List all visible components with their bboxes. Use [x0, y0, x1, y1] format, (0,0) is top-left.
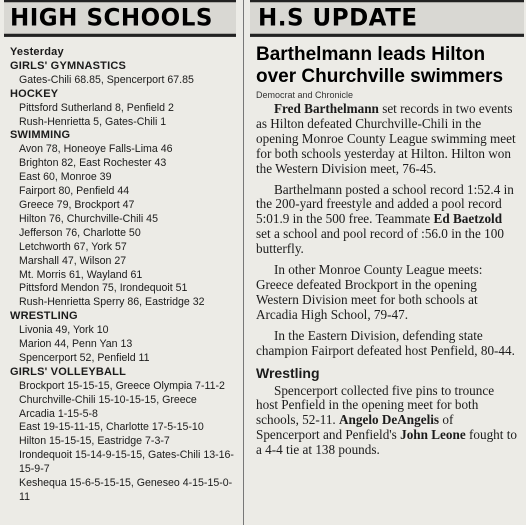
score-line: Churchville-Chili 15-10-15-15, Greece Arcadia 1-15-5-8 — [19, 393, 197, 420]
score-line: Rush-Henrietta Sperry 86, Eastridge 32 — [19, 296, 205, 309]
paragraph-1 — [256, 102, 518, 177]
score-line: Hilton 15-15-15, Eastridge 7-3-7 — [19, 435, 170, 448]
score-sections — [10, 60, 234, 505]
high-schools-banner: HIGH SCHOOLS — [4, 0, 236, 37]
wrestling-subhead: Wrestling — [256, 364, 320, 381]
score-line: Marion 44, Penn Yan 13 — [19, 338, 133, 351]
hs-update-column — [248, 0, 526, 525]
score-line: Mt. Morris 61, Wayland 61 — [19, 268, 143, 281]
article — [248, 36, 526, 458]
score-line: East 19-15-11-15, Charlotte 17-5-15-10 — [19, 421, 204, 434]
sport-heading: HOCKEY — [10, 87, 59, 100]
athlete-name: Fred Barthelmann — [274, 101, 379, 116]
score-line: Jefferson 76, Charlotte 50 — [19, 226, 141, 239]
article-byline: Democrat and Chronicle — [256, 90, 354, 100]
score-line: Greece 79, Brockport 47 — [19, 198, 135, 211]
athlete-name: Angelo DeAngelis — [339, 412, 440, 428]
scores-list — [0, 36, 240, 505]
paragraph-4: In the Eastern Division, defending state champion Fairport defeated host Penfield, 80-44. — [256, 327, 515, 358]
score-line: Pittsford Sutherland 8, Penfield 2 — [19, 101, 174, 114]
article-headline: Barthelmann leads Hilton over Churchville swimmers — [256, 44, 504, 87]
date-label: Yesterday — [10, 46, 64, 58]
score-line: Letchworth 67, York 57 — [19, 240, 127, 253]
score-line: Marshall 47, Wilson 27 — [19, 254, 127, 267]
paragraph-5 — [256, 384, 518, 459]
sport-heading: GIRLS' GYMNASTICS — [10, 59, 127, 72]
sport-heading: SWIMMING — [10, 129, 71, 142]
paragraph-5-text-a: Spencerport collected five pins to trounce host Penfield in the opening meet for both schools, 52-11. — [256, 382, 495, 428]
score-line: Rush-Henrietta 5, Gates-Chili 1 — [19, 115, 167, 128]
paragraph-1-text: set records in two events as Hilton defeated Churchville-Chili in the opening Monroe County League swimming meet for both schools yesterday at Hilton. Hilton won the Western Division meet, 76-45. — [256, 101, 516, 176]
paragraph-2 — [256, 183, 518, 258]
score-line: Brockport 15-15-15, Greece Olympia 7-11-2 — [19, 379, 225, 392]
paragraph-2-text-b: set a school and pool record of :56.0 in the 100 butterfly. — [256, 226, 504, 257]
paragraph-2-text-a: Barthelmann posted a school record 1:52.4 in the 200-yard freestyle and added a pool record 5:01.9 in the 500 free. Teammate — [256, 181, 514, 227]
score-line: Keshequa 15-6-5-15-15, Geneseo 4-15-15-0-11 — [19, 477, 233, 503]
score-line: Avon 78, Honeoye Falls-Lima 46 — [19, 143, 173, 156]
score-line: Spencerport 52, Penfield 11 — [19, 351, 150, 364]
score-line: Irondequoit 15-14-9-15-15, Gates-Chili 13-16-15-9-7 — [19, 449, 234, 476]
sport-heading: GIRLS' VOLLEYBALL — [10, 365, 127, 378]
high-schools-column — [0, 0, 240, 525]
score-line: Gates-Chili 68.85, Spencerport 67.85 — [19, 73, 194, 86]
athlete-name: John Leone — [400, 427, 466, 443]
paragraph-5-text-c: fought to a 4-4 tie at 138 pounds. — [256, 427, 517, 458]
athlete-name: Ed Baetzold — [433, 211, 503, 227]
score-line: Pittsford Mendon 75, Irondequoit 51 — [19, 282, 188, 295]
score-line: Livonia 49, York 10 — [19, 324, 109, 337]
score-line: Hilton 76, Churchville-Chili 45 — [19, 212, 158, 225]
paragraph-5-text-b: of Spencerport and Penfield's — [256, 412, 454, 443]
score-line: East 60, Monroe 39 — [19, 171, 112, 184]
paragraph-3: In other Monroe County League meets: Greece defeated Brockport in the opening Western Division meet for both schools at Arcadia High School, 79-47. — [256, 262, 483, 322]
column-divider — [243, 0, 244, 525]
score-line: Fairport 80, Penfield 44 — [19, 185, 130, 198]
score-line: Brighton 82, East Rochester 43 — [19, 157, 167, 170]
hs-update-banner: H.S UPDATE — [250, 0, 524, 37]
sport-heading: WRESTLING — [10, 310, 78, 323]
